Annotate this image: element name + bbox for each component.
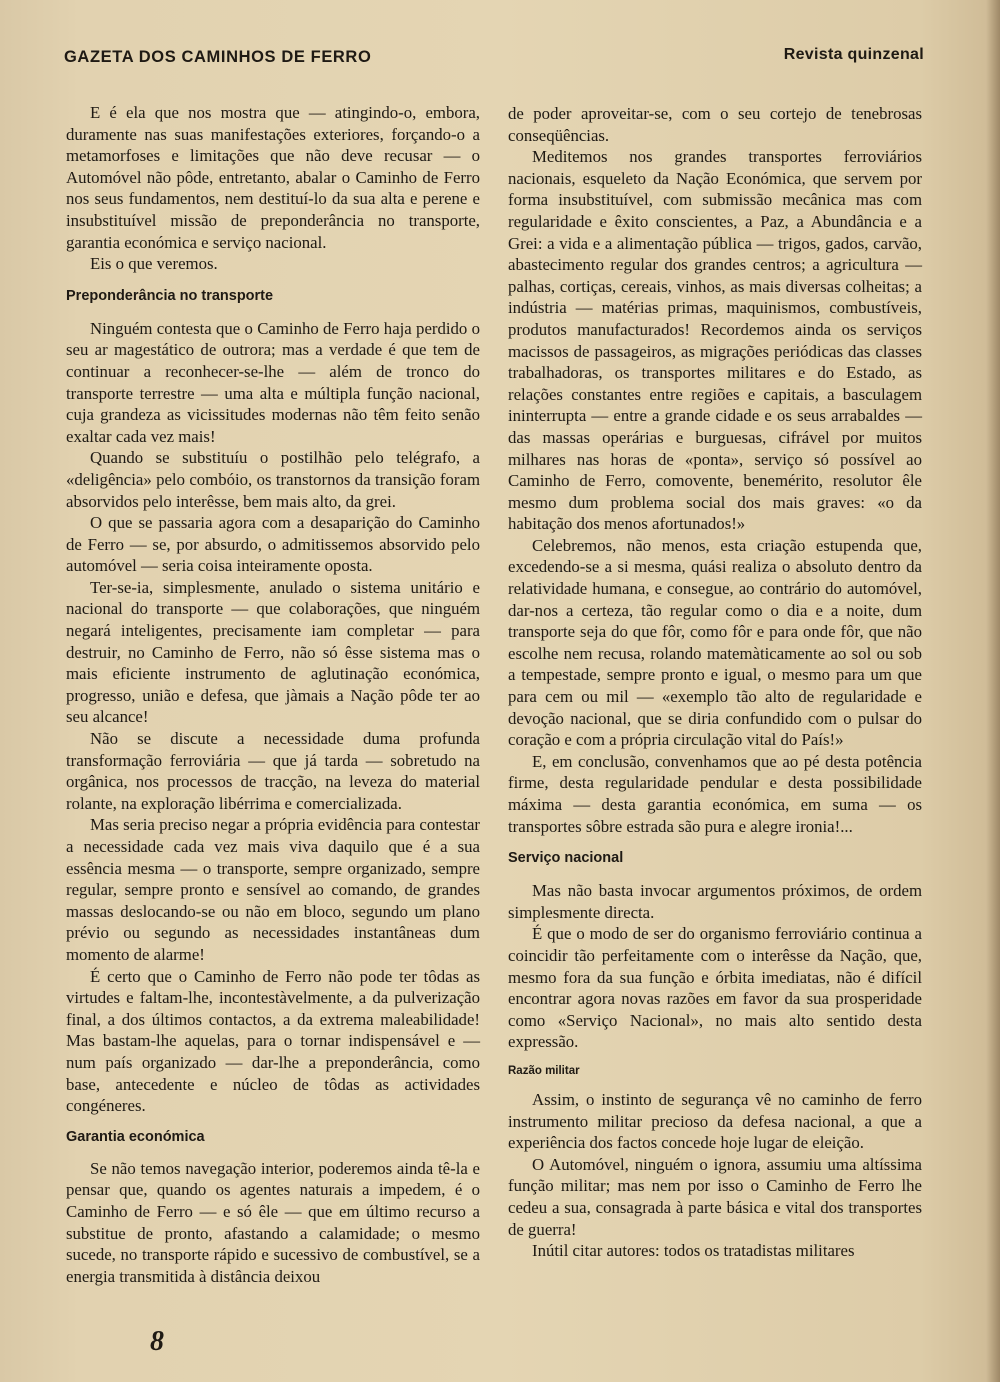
paragraph: Não se discute a necessidade duma profunda transformação ferroviária — que já tarda — sobretudo na orgânica, nos processos de tracção, na leveza do material rolante, na exploração libérrima e comercializada.	[66, 729, 480, 813]
paragraph: E, em conclusão, convenhamos que ao pé desta potência firme, desta regularidade pendular e desta possibilidade máxima — desta garantia económica, em suma — os transportes sôbre estrada são pura e alegre ironia!...	[508, 751, 922, 836]
paragraph: Assim, o instinto de segurança vê no caminho de ferro instrumento militar precioso da defesa nacional, a que a experiência dos factos concede hoje lugar de eleição.	[508, 1089, 922, 1153]
page-edge-shadow	[986, 0, 1000, 1382]
right-column	[508, 103, 922, 1262]
paragraph: Mas seria preciso negar a própria evidência para contestar a necessidade cada vez mais viva daquilo que é a sua essência mesma — o transporte, sempre organizado, sempre regular, sempre pronto e sensível ao comando, de grandes massas deslocando-se ou não em bloco, segundo um plano prévio ou segundo as necessidades instantâneas dum momento de alarme!	[66, 815, 480, 964]
paragraph: Ter-se-ia, simplesmente, anulado o sistema unitário e nacional do transporte — que colaborações, que ninguém negará inteligentes, precisamente iam completar — para destruir, no Caminho de Ferro, não só êsse sistema mas o mais eficiente instrumento de aglutinação económica, progresso, união e defesa, que jàmais a Nação pôde ter ao seu alcance!	[66, 577, 480, 727]
paragraph: Ninguém contesta que o Caminho de Ferro haja perdido o seu ar magestático de outrora; mas a verdade é que tem de continuar a reconhecer-se-lhe — além de tronco do transporte terrestre — uma alta e múltipla função nacional, cuja grandeza as vicissitudes modernas não têm feito senão exaltar cada vez mais!	[66, 318, 480, 446]
paragraph: Se não temos navegação interior, poderemos ainda tê-la e pensar que, quando os agentes naturais a impedem, é o Caminho de Ferro — e só êle — que em último recurso a substitue de pronto, afastando a calamidade; o mesmo sucede, no transporte rápido e sucessivo de combustível, se a energia transmitida à distância deixou	[66, 1158, 480, 1286]
periodicity-label: Revista quinzenal	[783, 46, 924, 63]
paragraph: Meditemos nos grandes transportes ferroviários nacionais, esqueleto da Nação Económica, que servem por forma insubstituível, com submissão mecânica mas com regularidade e êxito conscientes, a Paz, a Abundância e a Grei: a vida e a alimentação pública — trigos, gados, carvão, abastecimento regular dos grandes centros; a agricultura — palhas, cortiças, cereais, vinhos, as mais diversas colheitas; a indústria — matérias primas, maquinismos, combustíveis, produtos manufacturados! Recordemos ainda os serviços macissos de passageiros, as migrações periódicas das classes trabalhadoras, os transportes militares e do Estado, as relações constantes entre regiões e capitais, a basculagem ininterrupta — entre a grande cidade e os seus arrabaldes — das massas operárias e burguesas, cifrável por muitos milhares nas horas de «ponta», serviço só possível ao Caminho de Ferro, comovente, benemérito, resolutor êle mesmo dum problema social dos mais graves: «o da habitação dos menos afortunados!»	[508, 147, 922, 534]
paragraph: Inútil citar autores: todos os tratadistas militares	[532, 1241, 855, 1261]
paragraph: É certo que o Caminho de Ferro não pode ter tôdas as virtudes e faltam-lhe, incontestàvelmente, a da pulverização final, a dos últimos contactos, a da extrema maleabilidade! Mas bastam-lhe aquelas, para o tornar indispensável e — num país organizado — dar-lhe a preponderância, como base, antecedente e núcleo de tôdas as actividades congéneres.	[66, 966, 480, 1116]
paragraph: Mas não basta invocar argumentos próximos, de ordem simplesmente directa.	[508, 881, 922, 922]
paragraph: de poder aproveitar-se, com o seu cortejo de tenebrosas conseqüências.	[508, 104, 922, 145]
section-heading-preponderancia: Preponderância no transporte	[66, 287, 274, 304]
paragraph: Quando se substituíu o postilhão pelo telégrafo, a «deligência» pelo combóio, os transtornos da transição foram absorvidos pelo interêsse, bem mais alto, da grei.	[66, 448, 480, 511]
paragraph: O que se passaria agora com a desaparição do Caminho de Ferro — se, por absurdo, o admitissemos absorvido pelo automóvel — seria coisa inteiramente oposta.	[66, 513, 480, 576]
magazine-title: GAZETA DOS CAMINHOS DE FERRO	[64, 48, 372, 66]
paragraph: E é ela que nos mostra que — atingindo-o, embora, duramente nas suas manifestações exteriores, forçando-o a metamorfoses e limitações que não deve recusar — o Automóvel não pôde, entretanto, abalar o Caminho de Ferro nos seus fundamentos, nem destituí-lo da sua alta e perene e insubstituível missão de preponderância no transporte, garantia económica e serviço nacional.	[66, 103, 480, 252]
section-heading-servico: Serviço nacional	[508, 850, 624, 867]
left-column	[66, 102, 480, 1287]
paragraph: O Automóvel, ninguém o ignora, assumiu uma altíssima função militar; mas nem por isso o Caminho de Ferro lhe cedeu a sua, consagrada à parte básica e vital dos transportes de guerra!	[508, 1154, 922, 1239]
paragraph: É que o modo de ser do organismo ferroviário continua a coincidir tão perfeitamente com o interêsse da Nação, que, mesmo fora da sua função e órbita imediatas, não é difícil encontrar agora novas razões em favor da sua prosperidade como «Serviço Nacional», no mais alto sentido desta expressão.	[508, 924, 922, 1052]
page-number: 8	[150, 1326, 164, 1357]
subsection-heading-razao-militar: Razão militar	[508, 1064, 580, 1077]
paragraph: Eis o que veremos.	[90, 254, 218, 274]
paragraph: Celebremos, não menos, esta criação estupenda que, excedendo-se a si mesma, quási realiza o absoluto dentro da relatividade humana, e consegue, ao contrário do automóvel, dar-nos a certeza, tão regular como o dia e a noite, dum transporte seja do que fôr, como fôr e para onde fôr, que não escolhe nem recusa, rolando matemàticamente ao sol ou sob a tempestade, sempre pronto e igual, o mesmo para um que para cem ou mil — «exemplo tão alto de regularidade e devoção nacional, que se diria confundido com o pulsar do coração e com a própria circulação vital do País!»	[508, 535, 922, 750]
section-heading-garantia: Garantia económica	[66, 1128, 205, 1145]
